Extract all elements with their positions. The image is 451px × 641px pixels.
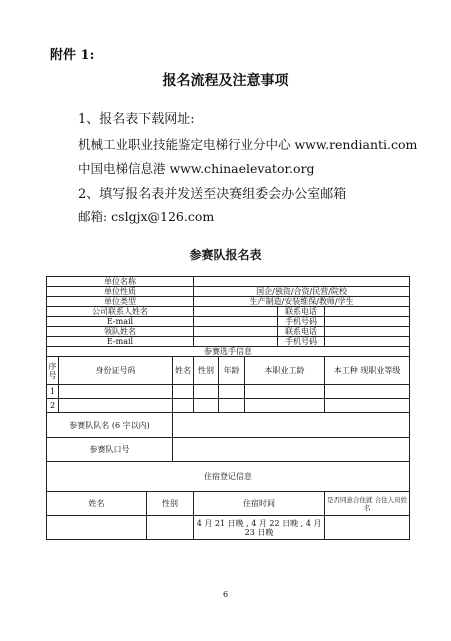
lodging-gender-value[interactable] — [147, 516, 194, 540]
leader-name-value[interactable] — [194, 327, 278, 337]
player-row-1-name[interactable] — [173, 385, 194, 399]
contact-phone-label: 联系电话 — [278, 307, 325, 317]
players-info-header: 参赛选手信息 — [47, 347, 410, 357]
lodging-name-value[interactable] — [47, 516, 147, 540]
email-address: 邮箱: cslgjx@126.com — [78, 209, 215, 224]
leader-mobile-value[interactable] — [325, 337, 410, 347]
player-row-2-gender[interactable] — [194, 399, 219, 413]
team-slogan-label: 参赛队口号 — [47, 438, 173, 462]
attachment-label: 附件 1: — [50, 48, 95, 63]
col-gender: 性别 — [194, 357, 219, 385]
unit-type-label: 单位类型 — [47, 297, 194, 307]
leader-phone-label: 联系电话 — [278, 327, 325, 337]
player-row-1-age[interactable] — [219, 385, 245, 399]
player-row-2-name[interactable] — [173, 399, 194, 413]
player-row-1-gender[interactable] — [194, 385, 219, 399]
col-name: 姓名 — [173, 357, 194, 385]
email-label: E-mail — [47, 317, 194, 327]
col-level: 本工种 现职业等级 — [325, 357, 410, 385]
mobile-label: 手机号码 — [278, 317, 325, 327]
download-site-2: 中国电梯信息港 www.chinaelevator.org — [78, 161, 315, 176]
leader-mobile-label: 手机号码 — [278, 337, 325, 347]
step-2: 2、填写报名表并发送至决赛组委会办公室邮箱 — [78, 187, 347, 202]
player-row-2-age[interactable] — [219, 399, 245, 413]
lodging-name-label: 姓名 — [47, 492, 147, 516]
unit-name-label: 单位名称 — [47, 277, 194, 287]
mobile-value[interactable] — [325, 317, 410, 327]
lodging-share-label: 是否同意合住就 合住人员姓名 — [325, 492, 410, 516]
col-id: 身份证号码 — [59, 357, 173, 385]
lodging-dates[interactable]: 4 月 21 日晚 , 4 月 22 日晚 , 4 月 23 日晚 — [194, 516, 325, 540]
player-row-1-no: 1 — [47, 385, 59, 399]
lodging-header: 住宿登记信息 — [47, 462, 410, 492]
download-site-1: 机械工业职业技能鉴定电梯行业分中心 www.rendianti.com — [78, 137, 418, 152]
player-row-1-level[interactable] — [325, 385, 410, 399]
doc-title: 报名流程及注意事项 — [162, 73, 289, 89]
leader-phone-value[interactable] — [325, 327, 410, 337]
leader-name-label: 领队姓名 — [47, 327, 194, 337]
team-slogan-value[interactable] — [173, 438, 410, 462]
col-no: 序号 — [47, 357, 59, 385]
unit-nature-label: 单位性质 — [47, 287, 194, 297]
contact-phone-value[interactable] — [325, 307, 410, 317]
player-row-2-level[interactable] — [325, 399, 410, 413]
col-age: 年龄 — [219, 357, 245, 385]
form-title: 参赛队报名表 — [189, 248, 262, 262]
player-row-1-id[interactable] — [59, 385, 173, 399]
leader-email-value[interactable] — [194, 337, 278, 347]
team-name-label: 参赛队队名 (6 字以内) — [47, 413, 173, 438]
unit-type-options[interactable]: 生产制造/安装维保/教师/学生 — [194, 297, 410, 307]
col-years: 本职业工龄 — [245, 357, 325, 385]
lodging-gender-label: 性别 — [147, 492, 194, 516]
player-row-1-years[interactable] — [245, 385, 325, 399]
lodging-time-label: 住宿时间 — [194, 492, 325, 516]
contact-name-label: 公司联系人姓名 — [47, 307, 194, 317]
contact-name-value[interactable] — [194, 307, 278, 317]
email-value[interactable] — [194, 317, 278, 327]
player-row-2-id[interactable] — [59, 399, 173, 413]
unit-nature-options[interactable]: 国企/独资/合资/民营/院校 — [194, 287, 410, 297]
player-row-2-years[interactable] — [245, 399, 325, 413]
team-name-value[interactable] — [173, 413, 410, 438]
step-1: 1、报名表下载网址: — [78, 112, 195, 127]
page-number: 6 — [222, 590, 229, 599]
lodging-share-value[interactable] — [325, 516, 410, 540]
registration-table — [46, 276, 410, 540]
unit-name-value[interactable] — [194, 277, 410, 287]
player-row-2-no: 2 — [47, 399, 59, 413]
leader-email-label: E-mail — [47, 337, 194, 347]
